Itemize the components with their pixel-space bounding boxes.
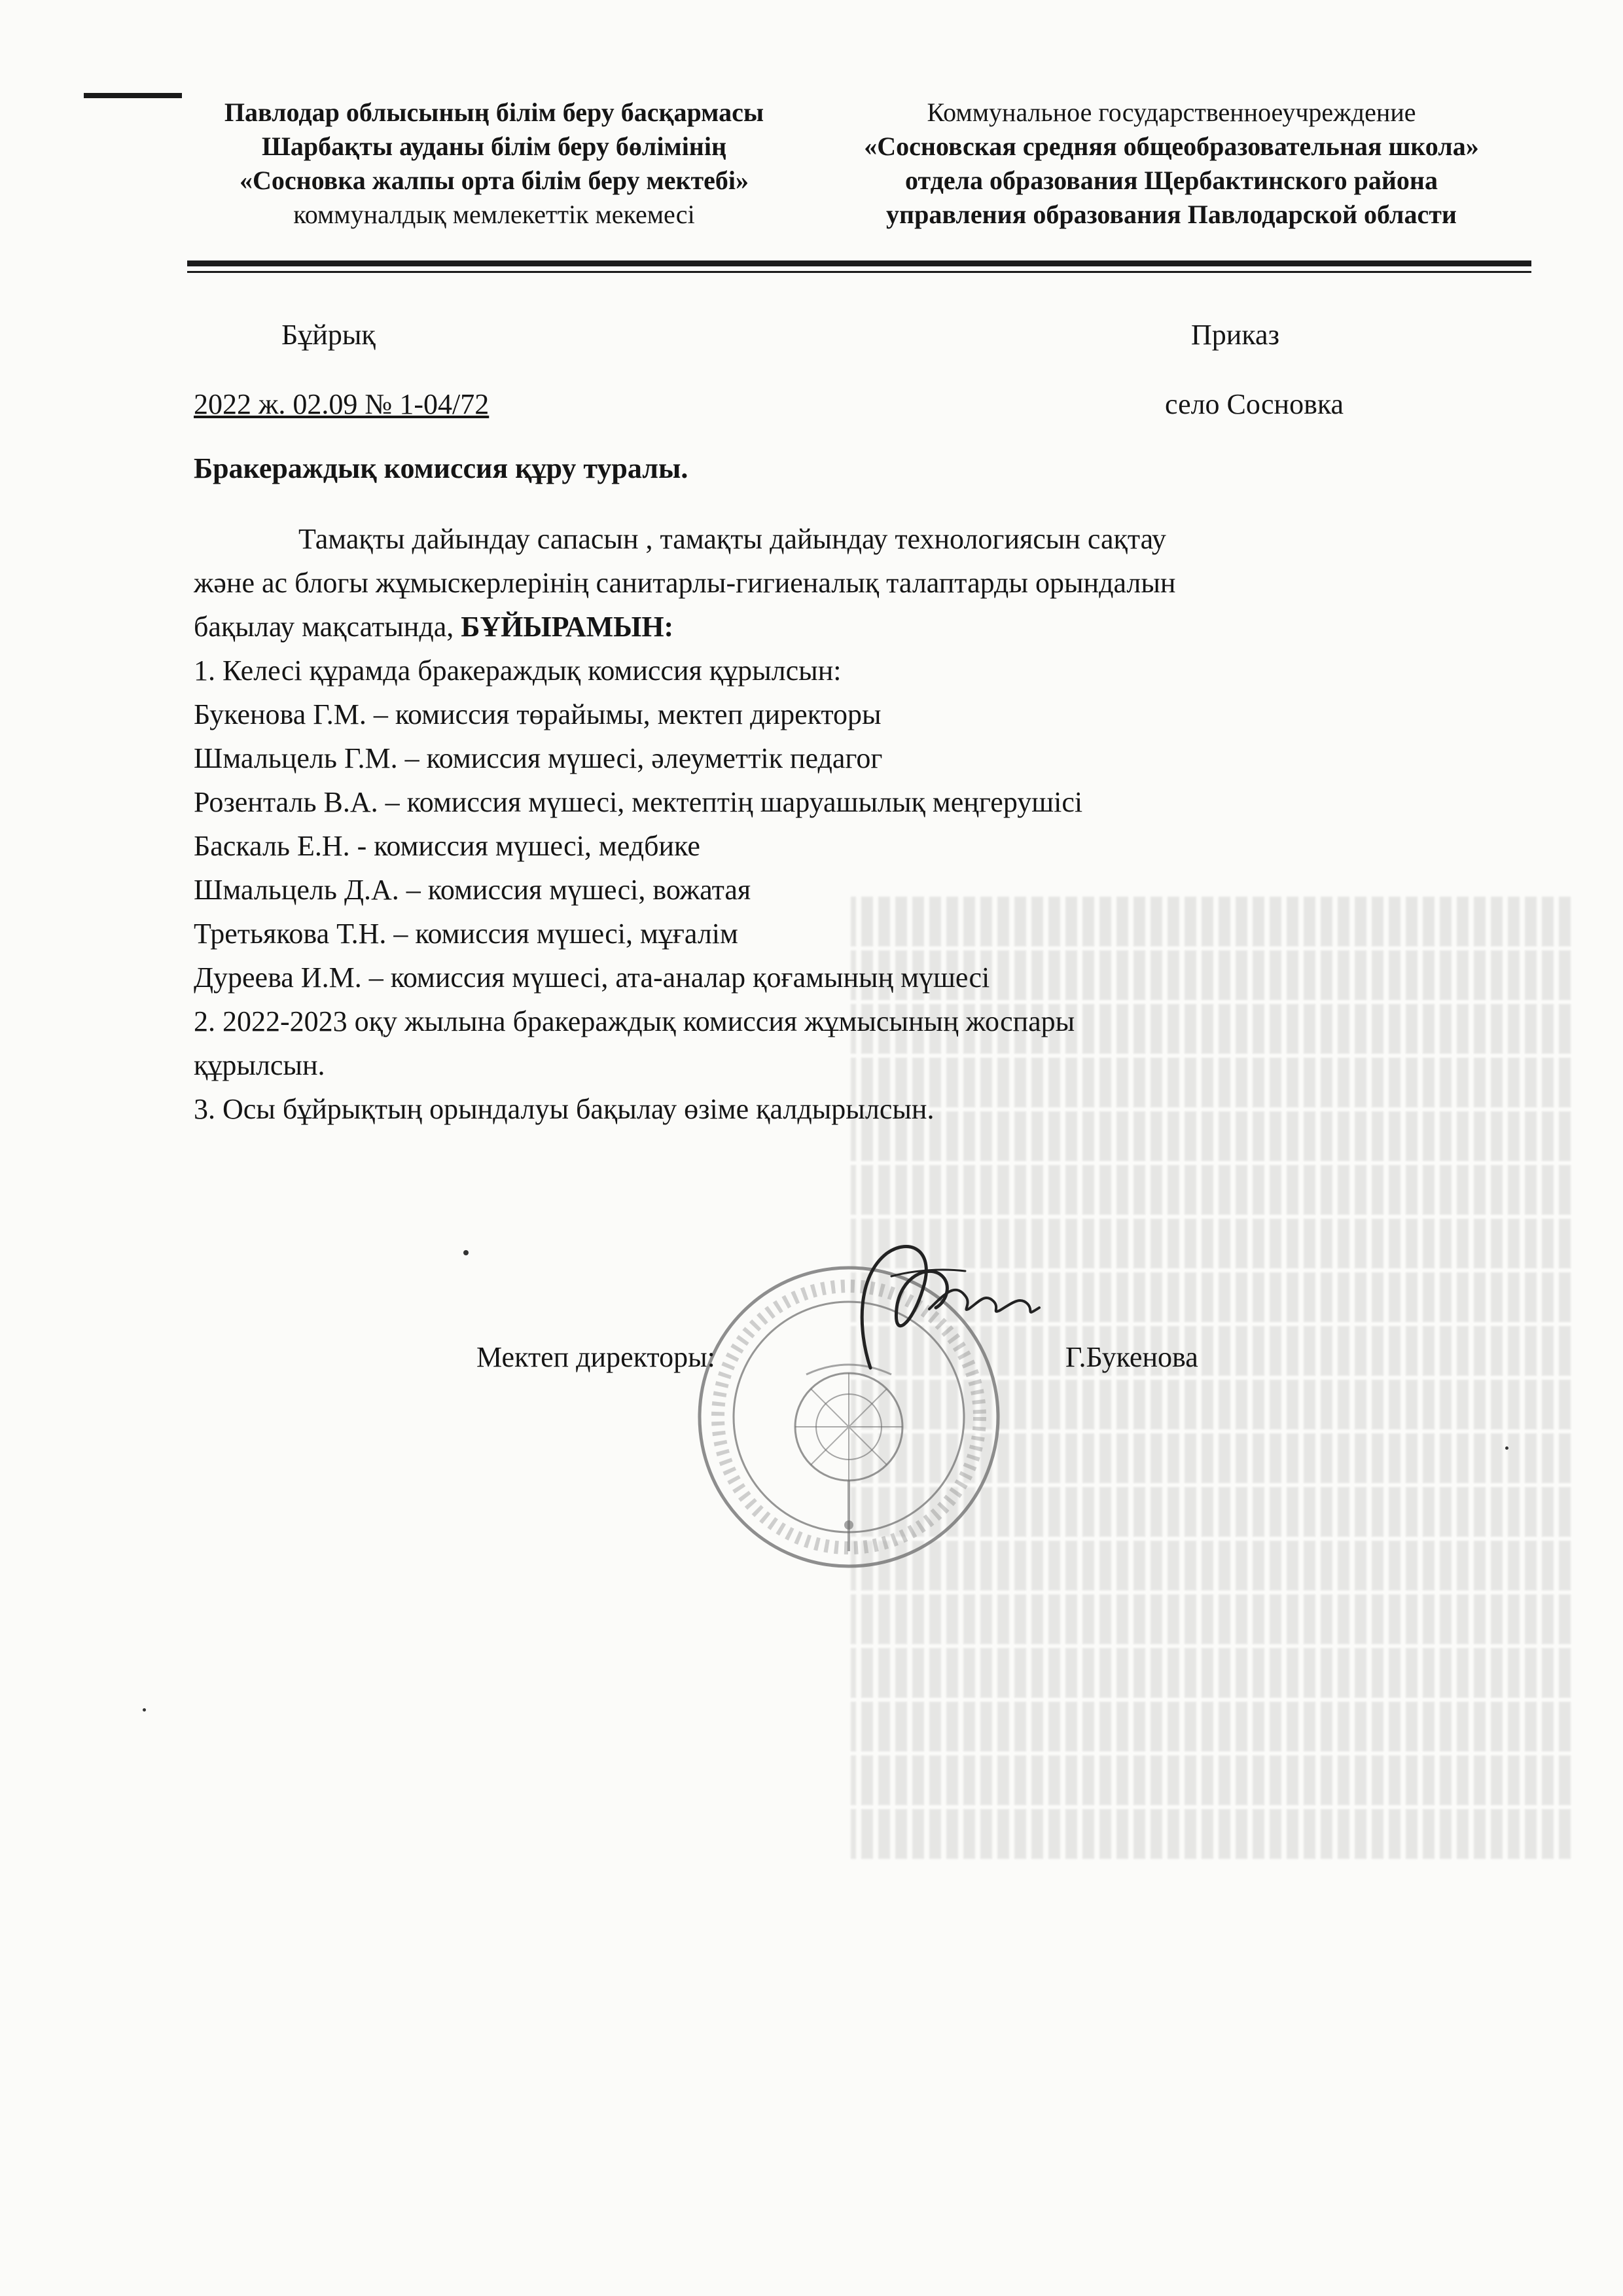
body-item: Третьякова Т.Н. – комиссия мүшесі, мұғалім xyxy=(194,918,738,950)
header-ru-line: «Сосновская средняя общеобразовательная школа» xyxy=(864,132,1479,161)
header-kz xyxy=(164,96,825,232)
body-item: 2. 2022-2023 оқу жылына бракераждық комиссия жұмысының жоспары xyxy=(194,1005,1075,1037)
scan-speck xyxy=(463,1250,469,1255)
body-item: Шмальцель Г.М. – комиссия мүшесі, әлеуметтік педагог xyxy=(194,742,883,774)
body-line xyxy=(194,605,1555,649)
scan-speck xyxy=(1505,1446,1508,1450)
order-date-number: 2022 ж. 02.09 № 1-04/72 xyxy=(194,388,490,420)
header-kz-line: «Сосновка жалпы орта білім беру мектебі» xyxy=(239,166,749,195)
order-title-ru: Приказ xyxy=(1191,319,1279,351)
body-line: және ас блогы жұмыскерлерінің санитарлы-гигиеналық талаптарды орындалын xyxy=(194,567,1176,599)
body-text: бақылау мақсатында, xyxy=(194,611,461,643)
order-title-kz: Бұйрық xyxy=(281,319,376,351)
body-item: Букенова Г.М. – комиссия төрайымы, мектеп директоры xyxy=(194,698,882,730)
order-place: село Сосновка xyxy=(1165,388,1344,420)
body-line: Тамақты дайындау сапасын , тамақты дайындау технологиясын сақтау xyxy=(298,523,1166,555)
header-kz-line: Шарбақты ауданы білім беру бөлімінің xyxy=(261,132,727,161)
scan-speck xyxy=(143,1708,146,1712)
body-item: 1. Келесі құрамда бракераждық комиссия құрылсын: xyxy=(194,655,842,687)
body-item: Розенталь В.А. – комиссия мүшесі, мектептің шаруашылық меңгерушісі xyxy=(194,786,1083,818)
header-ru-line: отдела образования Щербактинского района xyxy=(905,166,1438,195)
header-kz-line: коммуналдық мемлекеттік мекемесі xyxy=(293,200,695,229)
body-item: Шмальцель Д.А. – комиссия мүшесі, вожатая xyxy=(194,874,751,906)
body-item: Дуреева И.М. – комиссия мүшесі, ата-аналар қоғамының мүшесі xyxy=(194,961,990,994)
header-divider-thick xyxy=(187,260,1531,266)
body-item: құрылсын. xyxy=(194,1049,325,1081)
body-item: Баскаль Е.Н. - комиссия мүшесі, медбике xyxy=(194,830,700,862)
header-ru-line: Коммунальное государственноеучреждение xyxy=(927,98,1416,127)
order-subject: Бракераждық комиссия құру туралы. xyxy=(194,452,688,484)
header-divider-thin xyxy=(187,271,1531,273)
order-decree-word: БҰЙЫРАМЫН: xyxy=(461,611,674,643)
header-kz-line: Павлодар облысының білім беру басқармасы xyxy=(224,98,764,127)
order-body xyxy=(194,517,1555,1131)
signature-name: Г.Букенова xyxy=(1065,1341,1198,1373)
header-ru xyxy=(812,96,1531,232)
signature-label: Мектеп директоры: xyxy=(476,1341,715,1373)
handwritten-signature xyxy=(831,1230,1047,1381)
header-ru-line: управления образования Павлодарской области xyxy=(886,200,1457,229)
body-item: 3. Осы бұйрықтың орындалуы бақылау өзіме қалдырылсын. xyxy=(194,1093,935,1125)
